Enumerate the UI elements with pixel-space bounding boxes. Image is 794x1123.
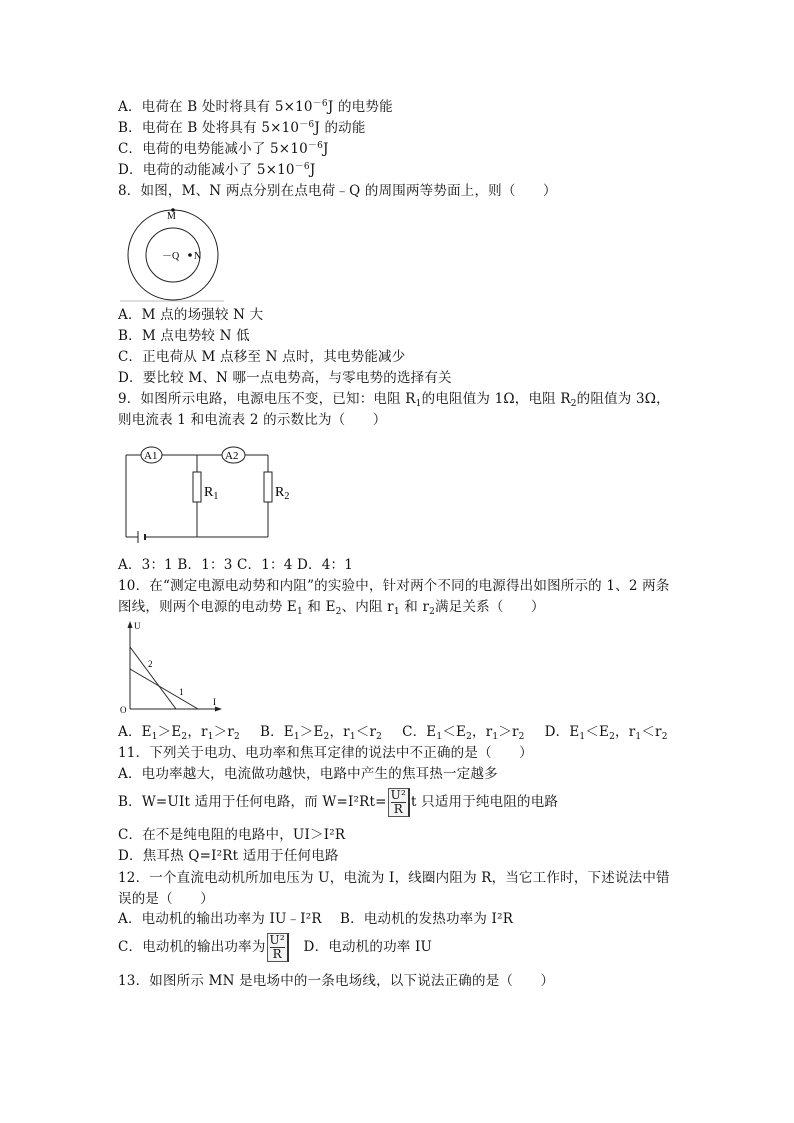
line2-label: 2 bbox=[148, 659, 153, 669]
q7-option-b: B．电荷在 B 处将具有 $5\times 10^{-6}J$ 的动能 bbox=[118, 120, 366, 136]
q10-options bbox=[118, 723, 668, 741]
q12-stem-line2: 误的是（ ） bbox=[118, 891, 214, 907]
origin-label: O bbox=[120, 705, 127, 714]
q8-option-d: D．要比较 M、N 哪一点电势高，与零电势的选择有关 bbox=[118, 370, 452, 386]
q9-stem-line1: 9．如图所示电路，电源电压不变，已知：电阻 $R_1$的电阻值为 1Ω，电阻 $R_2$的阻值为 3Ω， bbox=[118, 391, 670, 409]
label-m: M bbox=[167, 211, 176, 222]
q10-option-a: A．$E_1>E_2$，$r_1>r_2$ bbox=[118, 724, 240, 742]
resistor-r1 bbox=[193, 472, 201, 502]
q7-option-d: D．电荷的动能减小了 $5\times 10^{-6}J$ bbox=[118, 162, 316, 178]
q11-stem: 11．下列关于电功、电功率和焦耳定律的说法中不正确的是（ ） bbox=[118, 745, 533, 761]
q10-option-d: D．$E_1<E_2$，$r_1<r_2$ bbox=[544, 724, 668, 742]
q8-stem: 8．如图，M、N 两点分别在点电荷﹣Q 的周围两等势面上，则（ ） bbox=[118, 183, 557, 199]
graph-line-1 bbox=[130, 669, 198, 709]
q10-option-b: B．$E_1>E_2$，$r_1<r_2$ bbox=[259, 724, 383, 742]
label-charge: －Q bbox=[162, 251, 180, 262]
q10-ui-graph-figure bbox=[118, 619, 223, 714]
r2-label: $R_2$ bbox=[275, 485, 290, 502]
resistor-r2 bbox=[264, 472, 272, 502]
q11-option-a: A．电功率越大，电流做功越快，电路中产生的焦耳热一定越多 bbox=[118, 766, 498, 782]
q9-stem-line2: 则电流表 1 和电流表 2 的示数比为（ ） bbox=[118, 412, 387, 428]
q10-stem-line2: 图线，则两个电源的电动势 $E_1$ 和 $E_2$、内阻 $r_1$ 和 $r_2$满足关系（ ） bbox=[118, 599, 545, 617]
axis-u-label: U bbox=[134, 621, 141, 631]
q8-option-b: B．M 点电势较 N 低 bbox=[118, 328, 250, 344]
q11-option-c: C．在不是纯电阻的电路中，UI＞I²R bbox=[118, 827, 346, 843]
q10-option-c: C．$E_1<E_2$，$r_1>r_2$ bbox=[402, 724, 525, 742]
q12-options-cd: C．电动机的输出功率为 $\frac{\text{U²}}{R}$ D．电动机的功率 IU bbox=[118, 933, 433, 961]
ammeter1-label: A1 bbox=[144, 450, 158, 462]
axis-i-label: I bbox=[213, 697, 216, 707]
point-n-dot bbox=[188, 253, 192, 257]
fraction-u2-over-r: $\frac{\text{U²}}{R}$ bbox=[267, 933, 289, 962]
q12-options-ab: A．电动机的输出功率为 IU﹣I²R B．电动机的发热功率为 I²R bbox=[118, 911, 514, 927]
q13-stem: 13．如图所示 MN 是电场中的一条电场线，以下说法正确的是（ ） bbox=[118, 973, 555, 989]
q11-option-d: D．焦耳热 Q=I²Rt 适用于任何电路 bbox=[118, 848, 339, 864]
q10-stem-line1: 10．在“测定电源电动势和内阻”的实验中，针对两个不同的电源得出如图所示的 1、2 两条 bbox=[118, 578, 670, 594]
label-n: N bbox=[194, 251, 202, 262]
q12-stem-line1: 12．一个直流电动机所加电压为 U，电流为 I，线圈内阻为 R，当它工作时，下述说法中错 bbox=[118, 870, 670, 886]
q8-equipotential-figure bbox=[118, 203, 226, 303]
q8-option-c: C．正电荷从 M 点移至 N 点时，其电势能减少 bbox=[118, 349, 406, 365]
q7-option-a: A．电荷在 B 处时将具有 $5\times 10^{-6}J$ 的电势能 bbox=[118, 99, 393, 115]
q9-circuit-figure bbox=[118, 440, 303, 545]
q11-option-b: B．W=UIt 适用于任何电路，而 W=I²Rt= $\frac{\text{U²}}{R}$ t 只适用于纯电阻的电路 bbox=[118, 788, 559, 816]
line1-label: 1 bbox=[179, 687, 184, 697]
r1-label: $R_1$ bbox=[204, 485, 219, 502]
q7-option-c: C．电荷的电势能减小了 $5\times 10^{-6}J$ bbox=[118, 141, 329, 157]
fraction-u2-over-r: $\frac{\text{U²}}{R}$ bbox=[388, 788, 410, 817]
q9-options: A．3：1 B．1：3 C．1：4 D．4：1 bbox=[118, 557, 354, 573]
ammeter2-label: A2 bbox=[225, 450, 239, 462]
q8-option-a: A．M 点的场强较 N 大 bbox=[118, 307, 264, 323]
graph-line-2 bbox=[130, 647, 176, 709]
